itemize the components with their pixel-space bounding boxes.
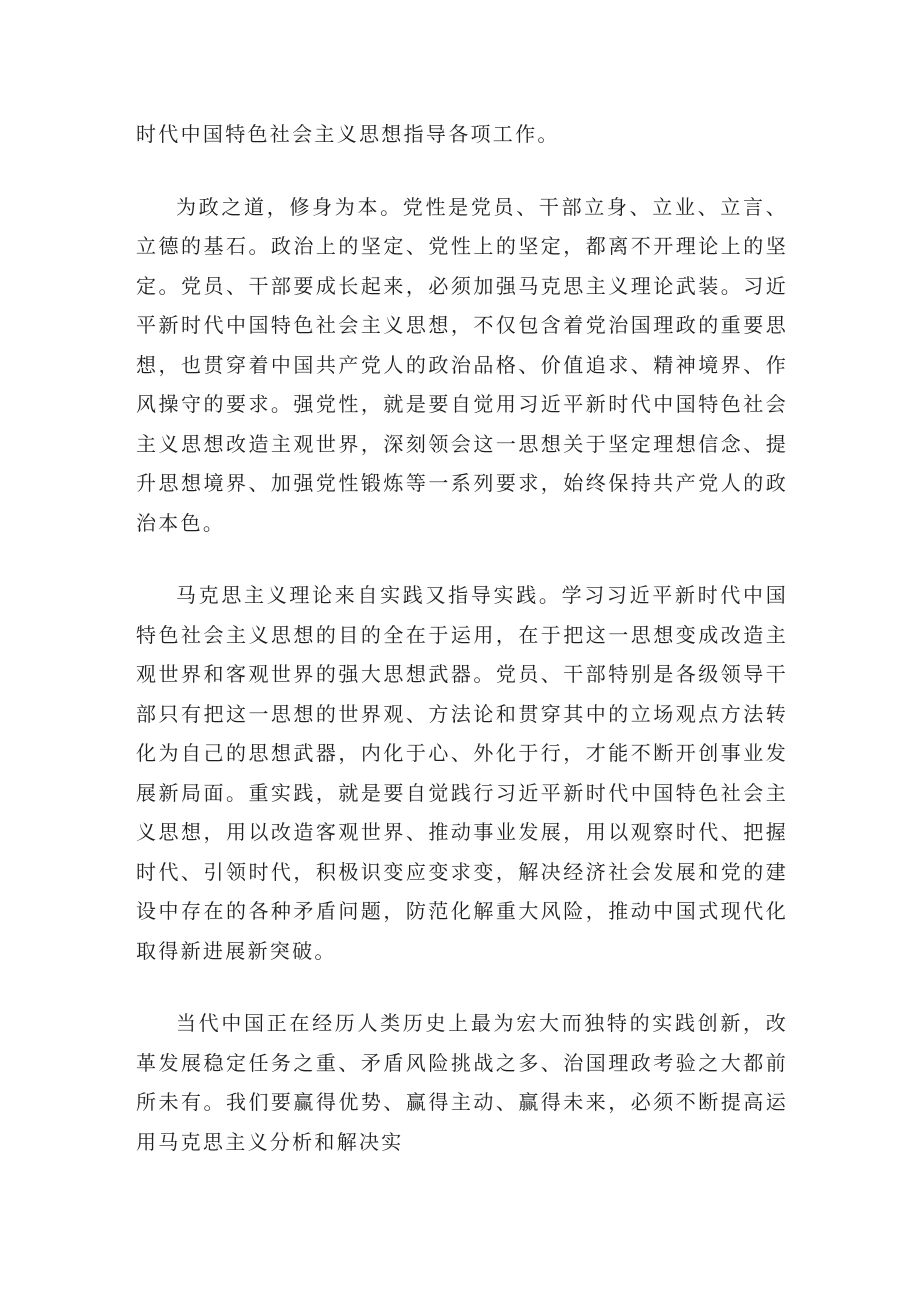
document-body [136,115,788,1195]
paragraph-4: 当代中国正在经历人类历史上最为宏大而独特的实践创新，改革发展稳定任务之重、矛盾风险挑战之多、治国理政考验之大都前所未有。我们要赢得优势、赢得主动、赢得未来，必须不断提高运用马克思主义分析和解决实 [136,1011,788,1154]
paragraph-2: 为政之道，修身为本。党性是党员、干部立身、立业、立言、立德的基石。政治上的坚定、党性上的坚定，都离不开理论上的坚定。党员、干部要成长起来，必须加强马克思主义理论武装。习近平新时代中国特色社会主义思想，不仅包含着党治国理政的重要思想，也贯穿着中国共产党人的政治品格、价值追求、精神境界、作风操守的要求。强党性，就是要自觉用习近平新时代中国特色社会主义思想改造主观世界，深刻领会这一思想关于坚定理想信念、提升思想境界、加强党性锻炼等一系列要求，始终保持共产党人的政治本色。 [136,194,788,535]
paragraph-3: 马克思主义理论来自实践又指导实践。学习习近平新时代中国特色社会主义思想的目的全在于运用，在于把这一思想变成改造主观世界和客观世界的强大思想武器。党员、干部特别是各级领导干部只有把这一思想的世界观、方法论和贯穿其中的立场观点方法转化为自己的思想武器，内化于心、外化于行，才能不断开创事业发展新局面。重实践，就是要自觉践行习近平新时代中国特色社会主义思想，用以改造客观世界、推动事业发展，用以观察时代、把握时代、引领时代，积极识变应变求变，解决经济社会发展和党的建设中存在的各种矛盾问题，防范化解重大风险，推动中国式现代化取得新进展新突破。 [136,583,788,963]
paragraph-1: 时代中国特色社会主义思想指导各项工作。 [136,122,560,146]
